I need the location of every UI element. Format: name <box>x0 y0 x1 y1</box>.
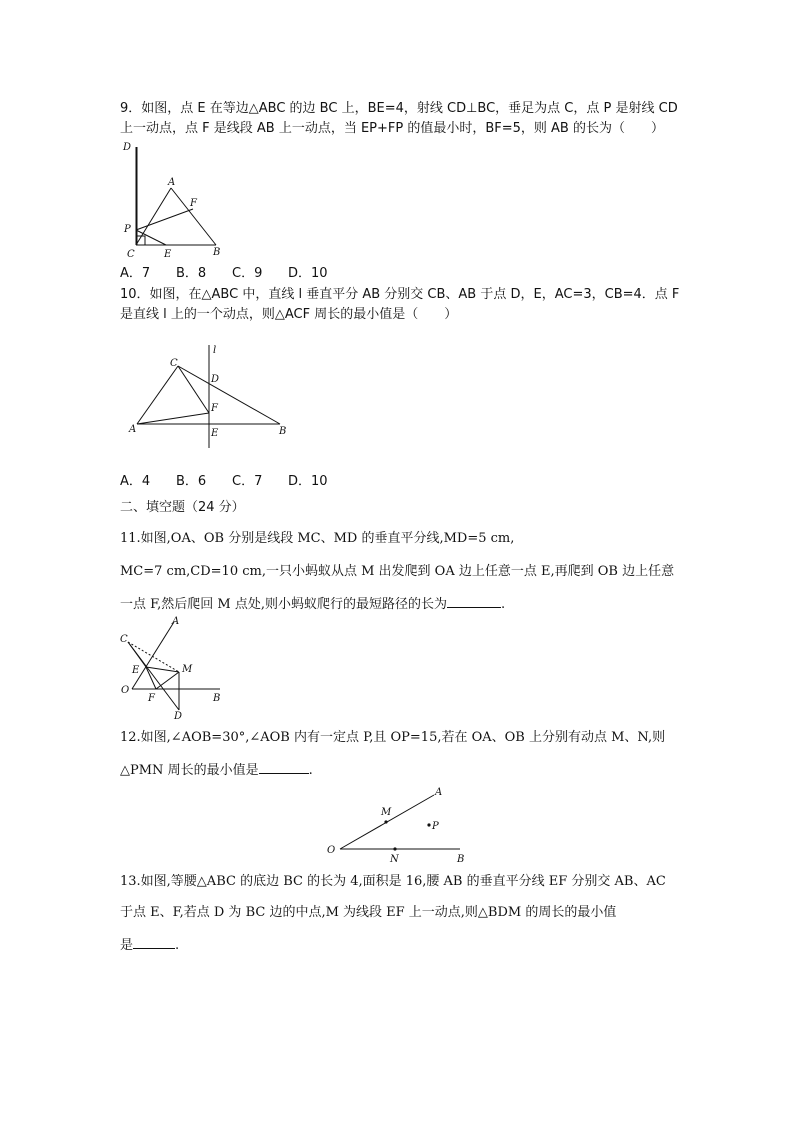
label-d: D <box>174 711 183 722</box>
q12-line1: 12.如图,∠AOB=30°,∠AOB 内有一定点 P,且 OP=15,若在 OA、OB 上分别有动点 M、N,则 <box>120 730 666 745</box>
label-d: D <box>123 142 132 153</box>
q10-figure <box>125 342 295 452</box>
q10-option-a: A．4 <box>120 474 151 489</box>
label-e: E <box>132 665 140 676</box>
label-b: B <box>213 693 221 704</box>
label-o: O <box>327 845 336 856</box>
q13-answer-blank[interactable] <box>133 936 175 949</box>
label-d: D <box>211 374 220 385</box>
q11-figure <box>118 614 233 724</box>
label-m: M <box>381 807 392 818</box>
label-a: A <box>172 616 180 627</box>
segment-ac <box>137 366 178 424</box>
q13-line3: 是 . <box>120 938 180 953</box>
label-a: A <box>168 177 176 188</box>
label-f: F <box>190 198 197 209</box>
section-title: 二、填空题（24 分） <box>120 500 245 515</box>
q9-option-c: C．9 <box>232 266 263 281</box>
q9-line2: 上一动点，点 F 是线段 AB 上一动点，当 EP+FP 的值最小时，BF=5，则 AB 的长为（ ） <box>120 121 664 136</box>
point-p <box>427 823 430 826</box>
label-c: C <box>170 358 178 369</box>
q13-line2: 于点 E、F,若点 D 为 BC 边的中点,M 为线段 EF 上一动点,则△BDM 的周长的最小值 <box>120 905 617 920</box>
label-l: l <box>213 345 217 356</box>
segment-fm <box>156 672 179 689</box>
q11-line3: 一点 F,然后爬回 M 点处,则小蚂蚁爬行的最短路径的长为 . <box>120 597 506 612</box>
segment-ab <box>171 188 216 245</box>
label-b: B <box>457 854 465 865</box>
label-e: E <box>164 249 172 260</box>
point-n <box>393 847 396 850</box>
label-a: A <box>435 787 443 798</box>
label-e: E <box>211 428 219 439</box>
point-m <box>384 820 387 823</box>
segment-ce <box>128 642 146 667</box>
q12-line2: △PMN 周长的最小值是 . <box>120 763 313 778</box>
q9-option-b: B．8 <box>176 266 207 281</box>
label-m: M <box>182 664 193 675</box>
segment-af <box>137 413 209 424</box>
q12-figure <box>324 784 474 864</box>
q10-line2: 是直线 l 上的一个动点，则△ACF 周长的最小值是（ ） <box>120 307 458 322</box>
q12-answer-blank[interactable] <box>259 761 309 774</box>
label-b: B <box>279 426 287 437</box>
q10-option-b: B．6 <box>176 474 207 489</box>
q9-figure <box>115 138 235 263</box>
label-p: P <box>124 224 131 235</box>
label-c: C <box>120 634 128 645</box>
label-p: P <box>432 821 439 832</box>
q13-line1: 13.如图,等腰△ABC 的底边 BC 的长为 4,面积是 16,腰 AB 的垂直平分线 EF 分别交 AB、AC <box>120 874 666 889</box>
q9-option-a: A．7 <box>120 266 151 281</box>
label-o: O <box>121 685 130 696</box>
segment-cf <box>178 366 209 413</box>
q10-option-c: C．7 <box>232 474 263 489</box>
q10-line1: 10．如图，在△ABC 中，直线 l 垂直平分 AB 分别交 CB、AB 于点 D，E，AC=3，CB=4．点 F <box>120 287 680 302</box>
label-b: B <box>213 247 221 258</box>
q9-line1: 9．如图，点 E 在等边△ABC 的边 BC 上，BE=4，射线 CD⊥BC，垂足为点 C，点 P 是射线 CD <box>120 101 678 116</box>
label-f: F <box>211 403 218 414</box>
q11-line2: MC=7 cm,CD=10 cm,一只小蚂蚁从点 M 出发爬到 OA 边上任意一点 E,再爬到 OB 边上任意 <box>120 564 675 579</box>
segment-pf <box>136 209 193 230</box>
label-a: A <box>129 424 137 435</box>
q11-line1: 11.如图,OA、OB 分别是线段 MC、MD 的垂直平分线,MD=5 cm, <box>120 531 515 546</box>
label-c: C <box>127 249 135 260</box>
label-n: N <box>390 854 399 865</box>
q10-option-d: D．10 <box>288 474 328 489</box>
label-f: F <box>148 693 155 704</box>
q9-option-d: D．10 <box>288 266 328 281</box>
q11-answer-blank[interactable] <box>447 595 501 608</box>
